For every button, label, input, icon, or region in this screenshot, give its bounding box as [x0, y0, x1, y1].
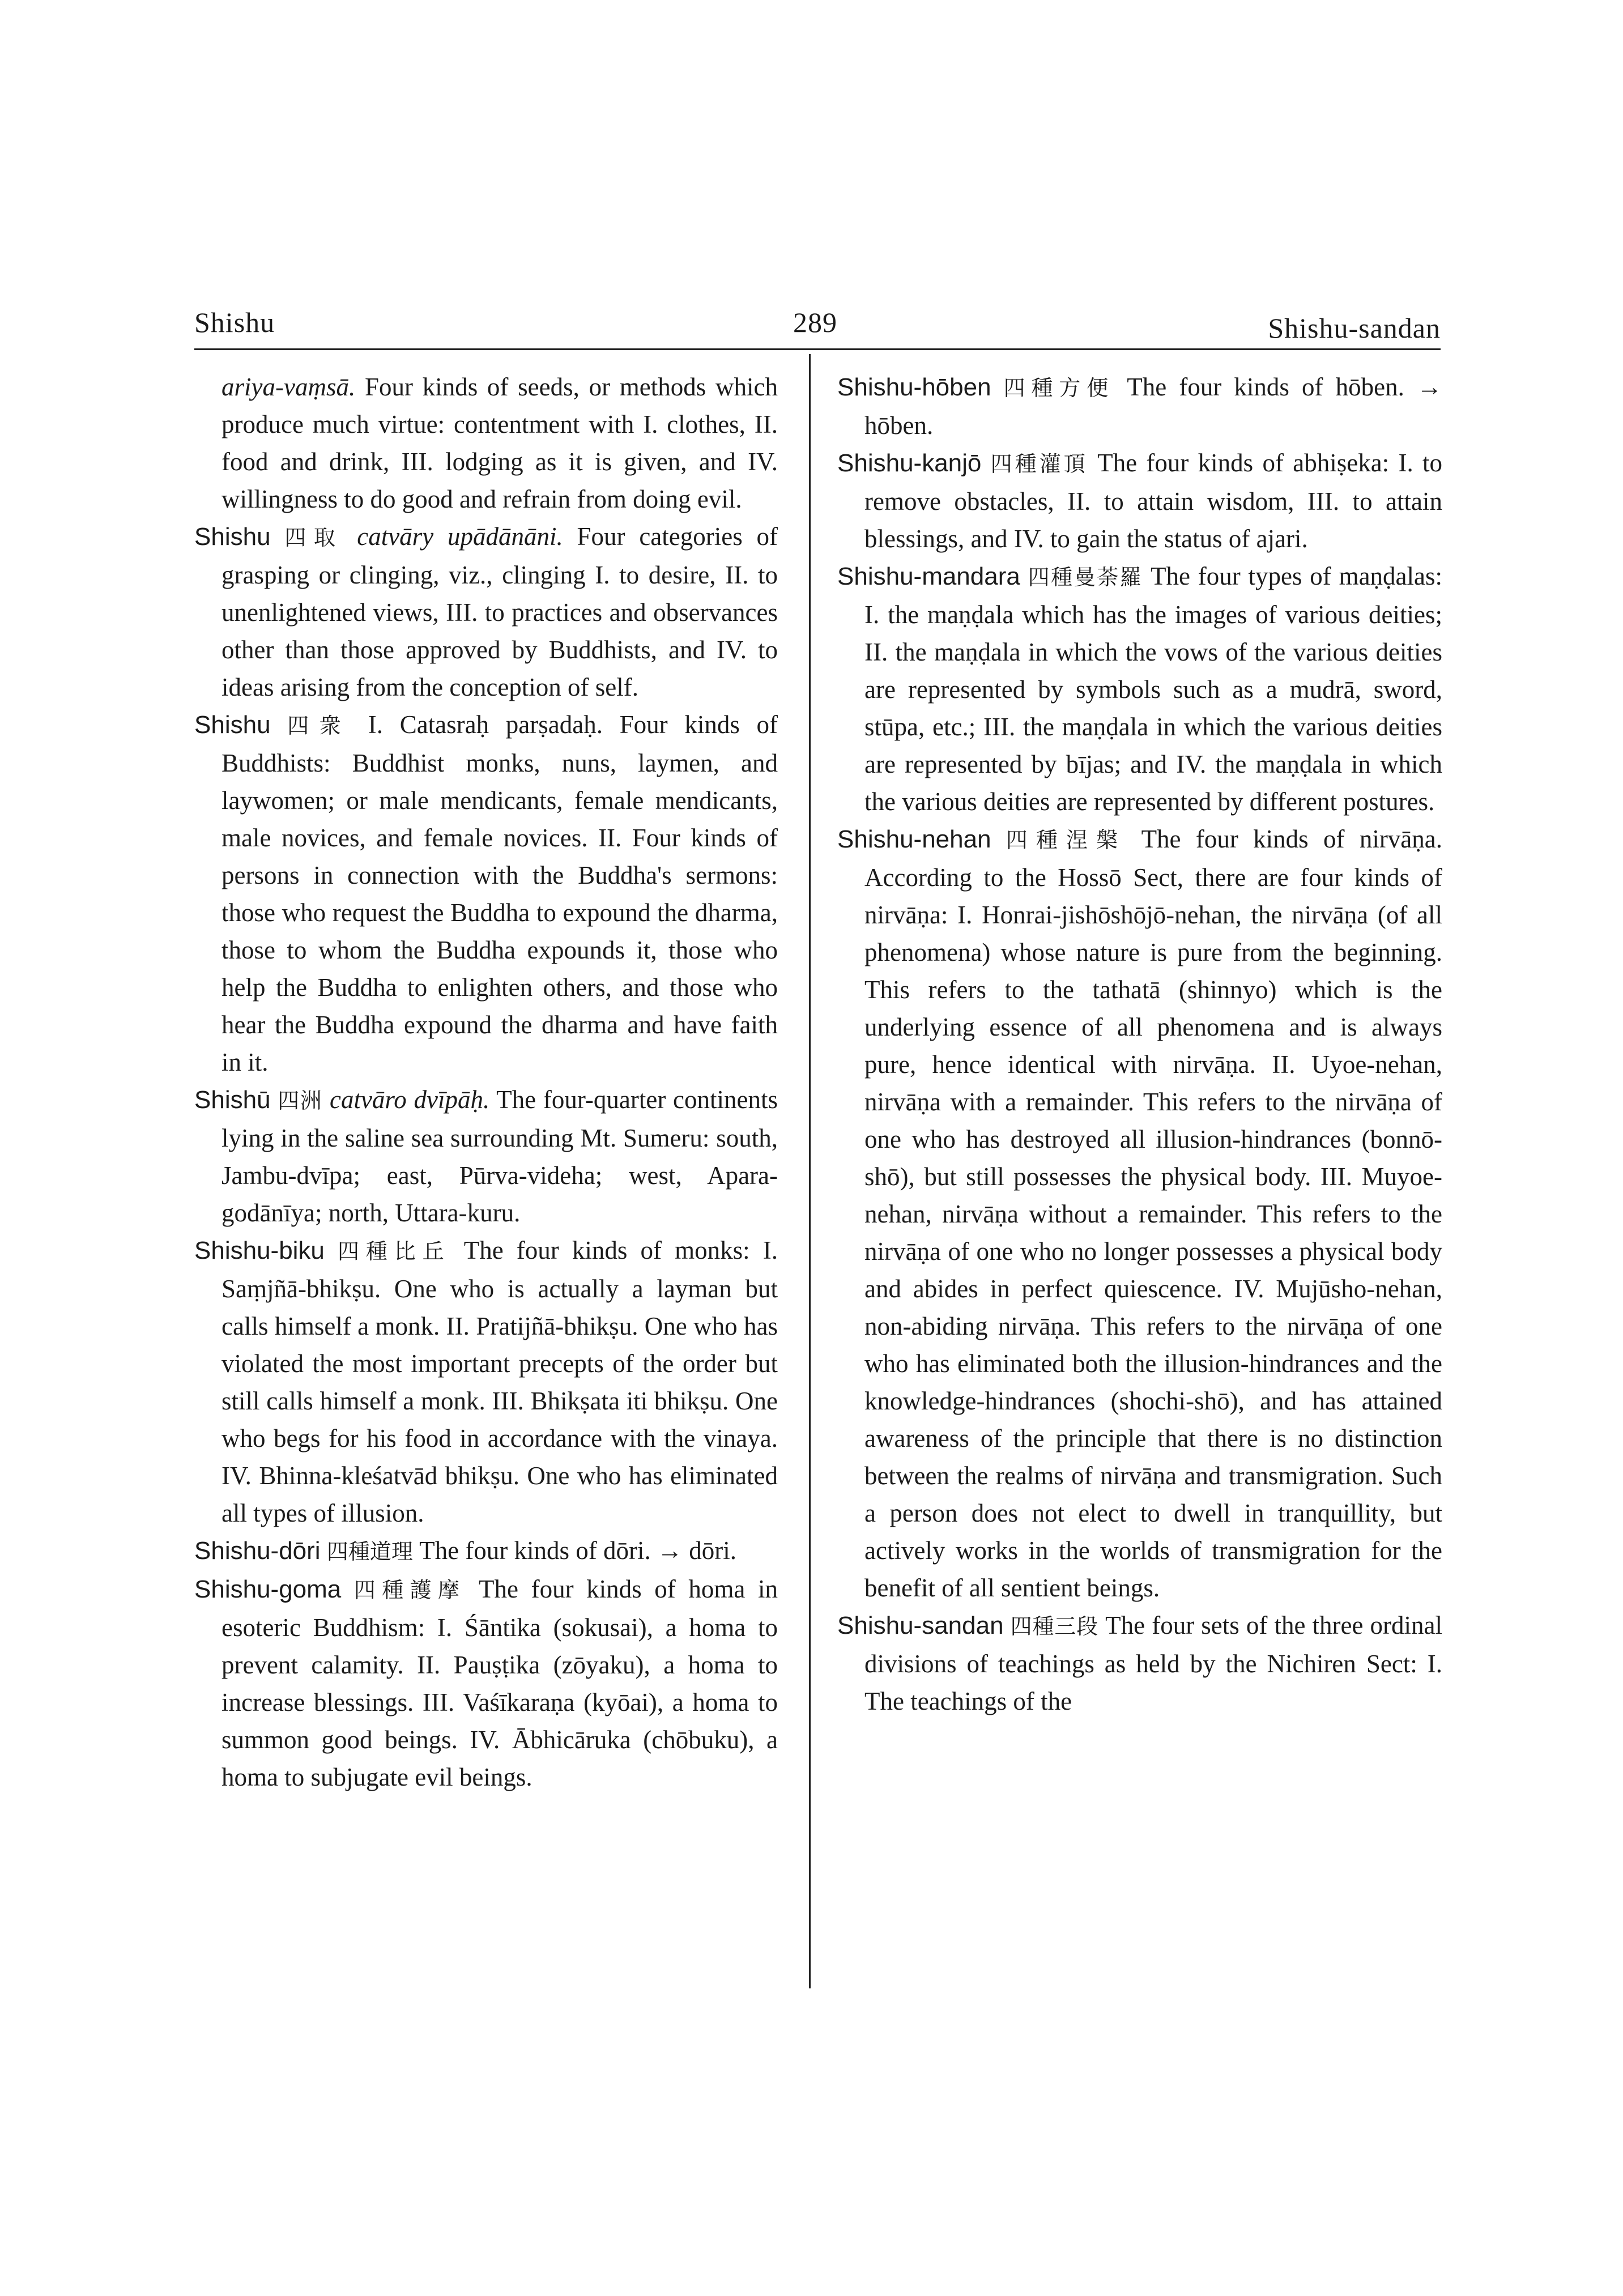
headword: Shishu-kanjō	[837, 449, 982, 477]
page-number: 289	[793, 306, 837, 338]
kanji: 四取	[284, 525, 343, 550]
entry-definition: The four types of maṇḍalas: I. the maṇḍala which has the images of various deities; II. the maṇḍala in which the vows of the various deities are represented by symbols such as a mudrā, sword, stūpa, etc.; III. the maṇḍala in which the various deities are represented by bījas; and IV. the maṇḍala in which the various deities are represented by different postures.	[864, 562, 1443, 816]
kanji: 四種曼荼羅	[1028, 565, 1143, 590]
entry-definition: The four kinds of nirvāṇa. According to the Hossō Sect, there are four kinds of nirvāṇa: I. Honrai-jishōshōjō-nehan, the nirvāṇa (of all phenomena) whose nature is pure from the beginning. This refers to the tathatā (shinnyo) which is the underlying essence of all phenomena and is always pure, hence identical with nirvāṇa. II. Uyoe-nehan, nirvāṇa with a remainder. This refers to the nirvāṇa of one who has destroyed all illusion-hindrances (bonnō-shō), but still possesses the physical body. III. Muyoe-nehan, nirvāṇa without a remainder. This refers to the nirvāṇa of one who no longer possesses a physical body and abides in perfect quiescence. IV. Mujūsho-nehan, non-abiding nirvāṇa. This refers to the nirvāṇa of one who has eliminated both the illusion-hindrances and the knowledge-hindrances (shochi-shō), and has attained awareness of the principle that there is no distinction between the realms of nirvāṇa and transmigration. Such a person does not elect to dwell in tranquillity, but actively works in the worlds of transmigration for the benefit of all sentient beings.	[864, 825, 1443, 1602]
dictionary-entry	[837, 820, 1442, 1607]
dictionary-entry	[837, 368, 1442, 444]
kanji: 四種護摩	[353, 1578, 466, 1603]
sanskrit-term: catvāry upādānāni.	[357, 522, 563, 551]
headword: Shishu-biku	[194, 1237, 325, 1264]
kanji: 四種道理	[326, 1539, 413, 1564]
headword: Shishu	[194, 523, 271, 551]
kanji: 四洲	[278, 1088, 323, 1113]
kanji: 四種涅槃	[1006, 828, 1127, 853]
sanskrit-term: ariya-vaṃsā.	[221, 373, 356, 401]
headword: Shishu-hōben	[837, 373, 991, 401]
entry-definition: I. Catasraḥ parṣadaḥ. Four kinds of Buddhists: Buddhist monks, nuns, laymen, and laywomen; or male mendicants, female mendicants, male novices, and female novices. II. Four kinds of persons in connection with the Buddha's sermons: those who request the Buddha to expound the dharma, those to whom the Buddha expounds it, those who help the Buddha to enlighten others, and those who hear the Buddha expound the dharma and have faith in it.	[221, 710, 778, 1076]
kanji: 四種方便	[1003, 376, 1115, 401]
entry-definition: The four kinds of hōben. → hōben.	[864, 373, 1443, 440]
dictionary-entry	[194, 368, 778, 518]
headword: Shishū	[194, 1086, 271, 1114]
entry-definition: The four sets of the three ordinal divisions of teachings as held by the Nichiren Sect: I. The teachings of the	[864, 1611, 1443, 1715]
headword: Shishu-sandan	[837, 1612, 1004, 1639]
running-head-left: Shishu	[194, 306, 275, 338]
entry-definition: Four categories of grasping or clinging, viz., clinging I. to desire, II. to unenlightened views, III. to practices and observances other than those approved by Buddhists, and IV. to ideas arising from the conception of self.	[221, 522, 778, 701]
entry-definition: Four kinds of seeds, or methods which produce much virtue: contentment with I. clothes, II. food and drink, III. lodging as it is given, and IV. willingness to do good and refrain from doing evil.	[221, 373, 778, 513]
kanji: 四種灌頂	[990, 451, 1088, 476]
headword: Shishu-mandara	[837, 563, 1020, 590]
headword: Shishu-goma	[194, 1575, 342, 1603]
dictionary-entry	[194, 1232, 778, 1532]
left-column	[194, 368, 778, 1796]
entry-definition: The four-quarter continents lying in the saline sea surrounding Mt. Sumeru: south, Jambu-dvīpa; east, Pūrva-videha; west, Apara-godānīya; north, Uttara-kuru.	[221, 1085, 778, 1227]
kanji: 四種比丘	[338, 1239, 451, 1264]
header-rule	[194, 348, 1441, 350]
entry-definition: The four kinds of dōri. → dōri.	[419, 1536, 736, 1565]
column-divider	[809, 354, 811, 1988]
dictionary-entry	[194, 706, 778, 1081]
page-header	[194, 300, 1441, 351]
dictionary-entry	[194, 518, 778, 706]
entry-definition: The four kinds of monks: I. Saṃjñā-bhikṣu. One who is actually a layman but calls himself a monk. II. Pratijñā-bhikṣu. One who has violated the most important precepts of the order but still calls himself a monk. III. Bhikṣata iti bhikṣu. One who begs for his food in accordance with the vinaya. IV. Bhinna-kleśatvād bhikṣu. One who has eliminated all types of illusion.	[221, 1236, 778, 1527]
headword: Shishu	[194, 711, 271, 739]
entry-definition: The four kinds of homa in esoteric Buddhism: I. Śāntika (sokusai), a homa to prevent calamity. II. Pauṣṭika (zōyaku), a homa to increase blessings. III. Vaśīkaraṇa (kyōai), a homa to summon good beings. IV. Ābhicāruka (chōbuku), a homa to subjugate evil beings.	[221, 1575, 778, 1791]
dictionary-entry	[837, 1607, 1442, 1720]
sanskrit-term: catvāro dvīpāḥ.	[329, 1085, 490, 1114]
headword: Shishu-dōri	[194, 1537, 321, 1565]
dictionary-entry	[837, 444, 1442, 557]
dictionary-entry	[837, 557, 1442, 820]
right-column	[837, 368, 1442, 1720]
running-head-right: Shishu-sandan	[1268, 312, 1441, 344]
headword: Shishu-nehan	[837, 825, 991, 853]
dictionary-entry	[194, 1081, 778, 1232]
dictionary-entry	[194, 1532, 778, 1570]
dictionary-entry	[194, 1570, 778, 1796]
kanji: 四種三段	[1010, 1614, 1099, 1639]
entry-definition: The four kinds of abhiṣeka: I. to remove obstacles, II. to attain wisdom, III. to attain blessings, and IV. to gain the status of ajari.	[864, 449, 1442, 553]
kanji: 四衆	[287, 713, 352, 738]
